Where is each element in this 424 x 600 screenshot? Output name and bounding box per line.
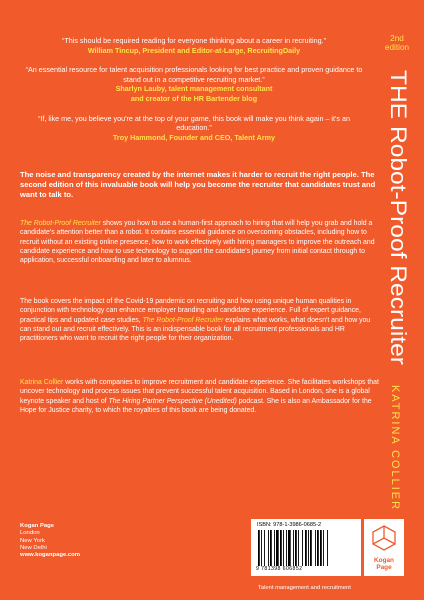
endorsement-text: “If, like me, you believe you're at the top of your game, this book will make you think again – it's an education.” — [38, 113, 350, 133]
publisher-logo — [364, 519, 404, 576]
barcode-bar — [298, 530, 299, 566]
spine-title-text: THE Robot-Proof Recruiter — [386, 70, 411, 335]
author-name-inline: Katrina Collier — [20, 379, 64, 386]
lead-paragraph: The noise and transparency created by the internet makes it harder to recruit the right people. The second edition of this invaluable book will help you become the recruiter that candidates trust and want to talk to. — [20, 170, 376, 200]
edition-label — [378, 34, 416, 52]
kogan-page-logo-icon — [364, 522, 404, 556]
barcode-bar — [305, 530, 307, 566]
endorsement-attribution-line: Sharlyn Lauby, talent management consultant — [115, 84, 273, 94]
description-paragraph-2 — [20, 297, 382, 343]
description-paragraph-1 — [20, 219, 382, 265]
barcode-bar — [276, 530, 279, 566]
paragraph-text: podcast. She is also an Ambassador for the Hope for Justice charity, to which the royalties of this book are being donated. — [20, 397, 372, 414]
podcast-title: The Hiring Partner Perspective (Unedited) — [108, 397, 237, 405]
barcode-bar — [320, 530, 322, 566]
barcode-bar — [288, 530, 291, 566]
paragraph-text: works with companies to improve recruitment and candidate experience. She facilitates workshops that uncover technology and process issues that prevent successful talent acquisition. Based in London, she is a global keynote speaker and host of — [20, 379, 379, 405]
logo-word: Kogan — [374, 557, 394, 564]
publisher-city: New Delhi — [20, 544, 47, 551]
book-title-inline: The Robot-Proof Recruiter — [20, 220, 101, 227]
endorsement-3 — [20, 114, 368, 143]
publisher-city: London — [20, 530, 40, 537]
barcode-number: 9 781398 606852 — [256, 566, 303, 572]
barcode-bar — [295, 530, 297, 566]
barcode-bar — [264, 530, 265, 566]
barcode-bar — [323, 530, 324, 566]
endorsement-attribution: William Tincup, President and Editor-at-Large, RecruitingDaily — [87, 45, 301, 55]
barcode-bar — [293, 530, 294, 566]
paragraph-text: explains what works, what doesn't and how you can stand out and recruit effectively. This is an indispensable book for all recruitment professionals and HR practitioners who want to recruit the right people for their organization. — [20, 316, 371, 343]
barcode-bar — [317, 530, 319, 566]
barcode-bar — [280, 530, 282, 566]
endorsement-attribution-line: and creator of the HR Bartender blog — [130, 93, 258, 103]
endorsement-2 — [20, 65, 368, 103]
barcode-bar — [283, 530, 284, 566]
logo-word: Page — [376, 564, 392, 571]
isbn-label: ISBN: 978-1-3986-0685-2 — [257, 522, 322, 528]
barcode-graphic — [257, 530, 355, 566]
endorsement-1 — [20, 36, 368, 55]
publisher-info — [20, 523, 80, 559]
barcode-bar — [274, 530, 275, 566]
endorsement-text: “An essential resource for talent acquisition professionals looking for best practice and proven guidance to stand out in a competitive recruiting market.” — [25, 65, 363, 84]
barcode-bar — [302, 530, 303, 566]
barcode-bar — [308, 530, 309, 566]
barcode-bar — [270, 530, 272, 566]
spine-author — [380, 385, 416, 515]
book-title-inline: The Robot-Proof Recruiter — [142, 316, 224, 324]
barcode-bar — [261, 530, 262, 566]
barcode-panel — [251, 519, 361, 576]
barcode-bar — [327, 530, 328, 566]
barcode-bar — [258, 530, 260, 566]
barcode-bar — [286, 530, 287, 566]
publisher-city: New York — [20, 537, 45, 544]
barcode-bar — [268, 530, 269, 566]
paragraph-text: shows you how to use a human-first approach to hiring that will help you grab and hold a candidate's attention better than a robot. It contains essential guidance on overcoming obstacles, including how to recruit without an existing online presence, how to work effectively with hiring managers to improve the outreach and candidate experience and how to use technology to support the candidate's journey from initial contact through to application, successful onboarding and later to alumnus. — [20, 220, 375, 265]
spine-title — [380, 70, 416, 370]
author-bio — [20, 378, 382, 415]
publisher-name: Kogan Page — [20, 523, 55, 529]
spine-author-text: KATRINA COLLIER — [389, 385, 401, 512]
edition-word: edition — [384, 43, 410, 52]
endorsement-text: “This should be required reading for everyone thinking about a career in recruiting.” — [61, 36, 327, 45]
subject-category: Talent management and recruitment — [258, 585, 351, 591]
publisher-url[interactable]: www.koganpage.com — [20, 552, 81, 559]
barcode-bar — [315, 530, 316, 566]
barcode-bar — [310, 530, 312, 566]
endorsement-attribution: Troy Hammond, Founder and CEO, Talent Army — [112, 132, 276, 142]
edition-number: 2nd — [390, 34, 404, 43]
endorsements — [20, 36, 368, 152]
paragraph-text: The book covers the impact of the Covid-19 pandemic on recruiting and how using unique human qualities in conjunction with technology can enhance employer branding and candidate experience. Full of expert guidance, practical tips and updated case studies, — [20, 298, 361, 324]
